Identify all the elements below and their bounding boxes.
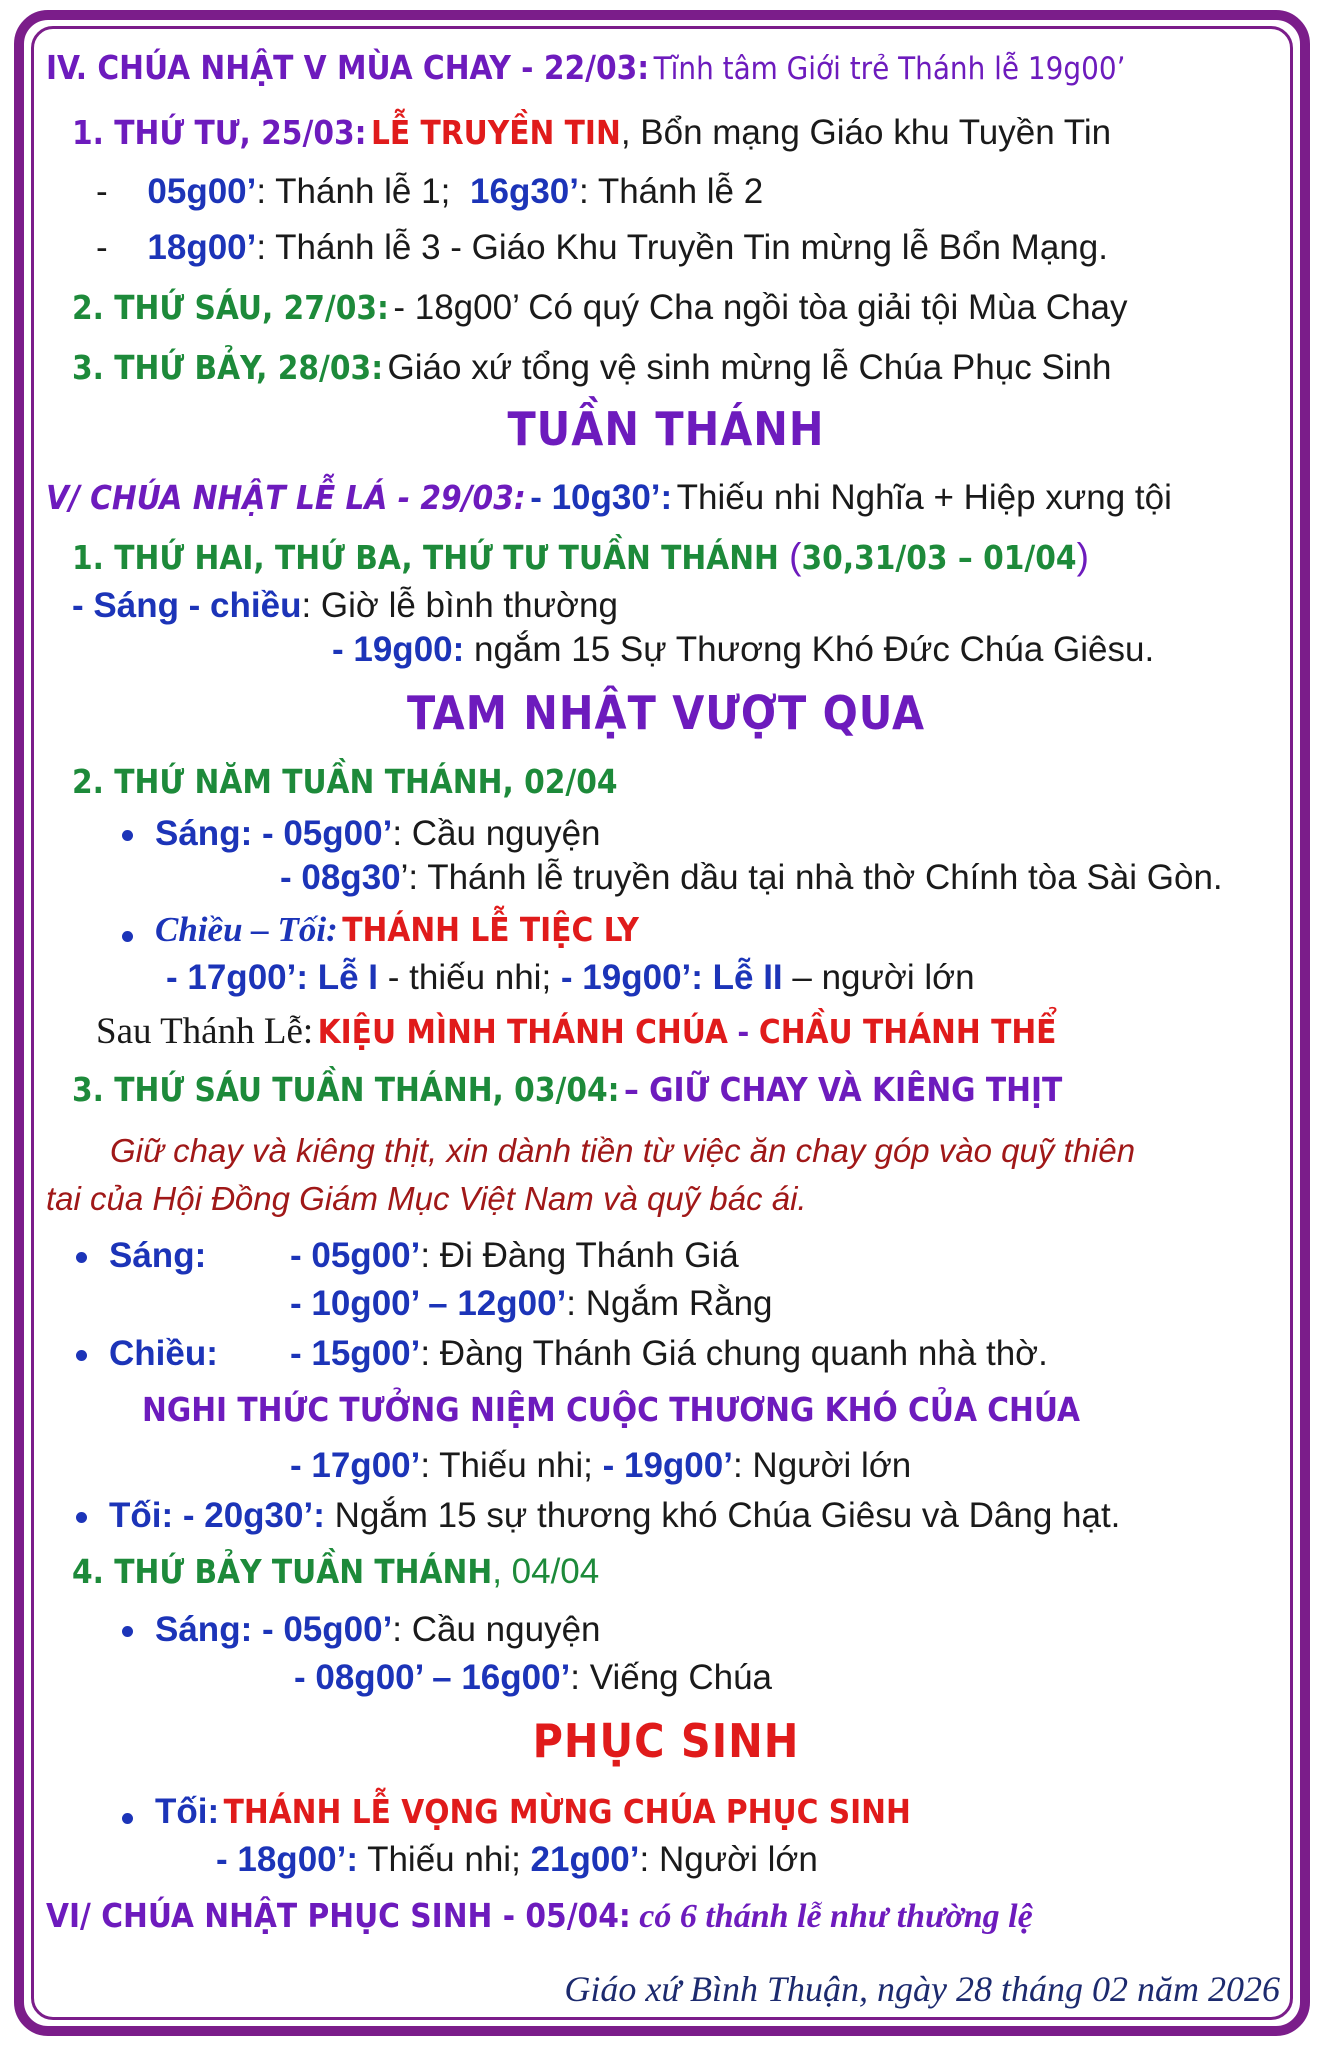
annunciation-masses-line (96, 172, 763, 212)
easter-sunday-heading: VI/ CHÚA NHẬT PHỤC SINH - 05/04: (46, 1896, 631, 1935)
passion-rite-times-line (290, 1446, 911, 1486)
stations-text: ngắm 15 Sự Thương Khó Đức Chúa Giêsu. (464, 630, 1155, 669)
palm-sunday-heading: V/ CHÚA NHẬT LỄ LÁ - 29/03: (46, 478, 526, 517)
annunciation-mass-3-line (96, 228, 1108, 268)
triduum-title: TAM NHẬT VƯỢT QUA (407, 686, 925, 740)
mass-1-time: - 17g00’: Lễ I (166, 958, 379, 997)
easter-sunday-note: có 6 thánh lễ như thường lệ (630, 1898, 1033, 1935)
time-1900: - 19g00: (332, 630, 465, 669)
dash: - (96, 228, 108, 267)
holy-thursday-label: 2. THỨ NĂM TUẦN THÁNH, 02/04 (72, 762, 618, 801)
bullet-icon (122, 1626, 133, 1637)
bullet-icon (122, 1813, 133, 1824)
holy-saturday-line (72, 1552, 599, 1592)
children-text: Thiếu nhi; (358, 1840, 521, 1879)
holy-saturday-date: , 04/04 (492, 1552, 600, 1591)
mass-1-text: : Thánh lễ 1; (256, 172, 451, 211)
adults-text: : Người lớn (732, 1446, 912, 1485)
mon-wed-line (72, 536, 1089, 578)
friday-morning-label: Sáng: (109, 1236, 207, 1275)
palm-sunday-time: - 10g30’: (530, 478, 673, 517)
section-4-note: Tĩnh tâm Giới trẻ Thánh lễ 19g00’ (653, 51, 1126, 87)
easter-sunday-line (46, 1896, 1033, 1936)
easter-vigil-times-line (216, 1840, 818, 1880)
stations-line (332, 630, 1154, 670)
item-annunciation-feast: LỄ TRUYỀN TIN (370, 113, 621, 152)
time-0500: 05g00’ (147, 172, 257, 211)
time-0500: - 05g00’ (252, 814, 393, 853)
item-annunciation-label: 1. THỨ TƯ, 25/03: (72, 113, 367, 152)
after-mass-label: Sau Thánh Lễ: (96, 1011, 314, 1052)
saturday-prayer-text: : Cầu nguyện (392, 1610, 601, 1649)
saturday-morning-line (122, 1610, 601, 1650)
prayer-text: : Cầu nguyện (392, 814, 601, 853)
palm-sunday-line (46, 478, 1172, 518)
palm-sunday-text: Thiếu nhi Nghĩa + Hiệp xưng tội (676, 478, 1172, 517)
time-1000-1200: - 10g00’ – 12g00’ (290, 1284, 567, 1323)
time-1800: - 18g00’: (216, 1840, 358, 1879)
item-friday-label: 2. THỨ SÁU, 27/03: (72, 288, 389, 327)
adults-text: : Người lớn (639, 1840, 818, 1879)
mon-wed-paren-close: ) (1076, 536, 1089, 577)
mass-2-time: - 19g00’: Lễ II (551, 958, 783, 997)
saturday-morning-label: Sáng: - 05g00’ (155, 1610, 393, 1649)
bullet-icon (76, 1350, 87, 1361)
procession-text: KIỆU MÌNH THÁNH CHÚA (317, 1012, 728, 1051)
good-friday-label: 3. THỨ SÁU TUẦN THÁNH, 03/04: (72, 1070, 620, 1109)
fasting-note-line-1: Giữ chay và kiêng thịt, xin dành tiền từ việc ăn chay góp vào quỹ thiên (110, 1132, 1136, 1169)
children-text: - thiếu nhi; (378, 958, 552, 997)
friday-evening-text: Ngắm 15 sự thương khó Chúa Giêsu và Dâng hạt. (324, 1496, 1121, 1535)
dash: - (96, 172, 108, 211)
time-2100: 21g00’ (520, 1840, 640, 1879)
bullet-icon (76, 1252, 87, 1263)
bullet-icon (76, 1512, 87, 1523)
afternoon-way-of-cross-line (290, 1334, 1048, 1374)
holy-saturday-label: 4. THỨ BẢY TUẦN THÁNH (72, 1552, 493, 1591)
mon-wed-mass-line (72, 586, 618, 626)
easter-vigil-label: Tối: (155, 1792, 220, 1831)
good-friday-line (72, 1070, 1062, 1109)
mon-wed-label: 1. THỨ HAI, THỨ BA, THỨ TƯ TUẦN THÁNH (72, 538, 779, 577)
time-1630: 16g30’ (470, 172, 579, 211)
mon-wed-paren-open: ( (778, 536, 802, 577)
item-friday-text: - 18g00’ Có quý Cha ngồi tòa giải tội Mùa Chay (393, 288, 1128, 327)
thursday-evening-label: Chiều – Tối: (155, 910, 338, 949)
visit-line (294, 1658, 772, 1698)
holy-thursday-line (72, 762, 618, 801)
easter-title: PHỤC SINH (532, 1714, 800, 1768)
meditation-line (290, 1284, 773, 1324)
section-4-heading-line (46, 48, 1125, 87)
friday-afternoon-line (76, 1334, 218, 1374)
visit-text: : Viếng Chúa (570, 1658, 773, 1697)
mon-wed-dates: 30,31/03 – 01/04 (801, 538, 1077, 577)
time-1800: 18g00’ (147, 228, 257, 267)
time-1900: - 19g00’ (592, 1446, 733, 1485)
time-1700: - 17g00’ (290, 1446, 421, 1485)
signature: Giáo xứ Bình Thuận, ngày 28 tháng 02 năm 2026 (564, 1969, 1280, 2009)
fasting-note-line-2: tai của Hội Đồng Giám Mục Việt Nam và quỹ bác ái. (46, 1180, 807, 1217)
time-0830: - 08g30 (280, 858, 401, 897)
last-supper-title: THÁNH LỄ TIỆC LY (342, 910, 639, 949)
item-friday-line (72, 288, 1128, 328)
passion-rite-title: NGHI THỨC TƯỞNG NIỆM CUỘC THƯƠNG KHÓ CỦA CHÚA (142, 1390, 1080, 1429)
thursday-morning-label: Sáng: (155, 814, 253, 853)
bullet-icon (122, 931, 133, 942)
chrism-mass-text: ’: Thánh lễ truyền dầu tại nhà thờ Chính tòa Sài Gòn. (400, 858, 1223, 897)
item-annunciation-text: , Bổn mạng Giáo khu Tuyền Tin (620, 113, 1112, 152)
section-4-heading: IV. CHÚA NHẬT V MÙA CHAY - 22/03: (46, 48, 650, 87)
regular-mass-text: : Giờ lễ bình thường (301, 586, 618, 625)
children-text: : Thiếu nhi; (420, 1446, 593, 1485)
chrism-mass-line (280, 858, 1223, 898)
easter-vigil-title: THÁNH LỄ VỌNG MỪNG CHÚA PHỤC SINH (223, 1792, 911, 1831)
adoration-text: CHẦU THÁNH THỂ (758, 1012, 1057, 1051)
item-saturday-text: Giáo xứ tổng vệ sinh mừng lễ Chúa Phục Sinh (387, 348, 1112, 387)
thursday-evening-line (122, 910, 639, 950)
adults-text: – người lớn (782, 958, 975, 997)
friday-morning-line (76, 1236, 206, 1276)
friday-afternoon-label: Chiều: (109, 1334, 218, 1373)
after-mass-line (96, 1010, 1056, 1053)
bullet-icon (122, 830, 133, 841)
last-supper-times-line (166, 958, 975, 998)
friday-evening-line (76, 1496, 1120, 1536)
holy-week-title: TUẦN THÁNH (507, 402, 825, 456)
fasting-title: – GIỮ CHAY VÀ KIÊNG THỊT (623, 1070, 1063, 1109)
meditation-text: : Ngắm Rằng (566, 1284, 773, 1323)
thursday-morning-line (122, 814, 601, 854)
mass-2-text: : Thánh lễ 2 (579, 172, 764, 211)
easter-vigil-line (122, 1792, 911, 1832)
separator: - (727, 1012, 759, 1051)
time-0800-1600: - 08g00’ – 16g00’ (294, 1658, 571, 1697)
friday-evening-label: Tối: - 20g30’: (109, 1496, 325, 1535)
way-of-cross-line (290, 1236, 739, 1276)
item-annunciation-line (72, 113, 1111, 153)
way-of-cross-text: : Đi Đàng Thánh Giá (420, 1236, 739, 1275)
item-saturday-label: 3. THỨ BẢY, 28/03: (72, 348, 384, 387)
time-1500: - 15g00’ (290, 1334, 421, 1373)
item-saturday-line (72, 348, 1111, 388)
afternoon-way-of-cross-text: : Đàng Thánh Giá chung quanh nhà thờ. (420, 1334, 1048, 1373)
morning-afternoon-label: - Sáng - chiều (72, 586, 302, 625)
mass-3-text: : Thánh lễ 3 - Giáo Khu Truyền Tin mừng lễ Bổn Mạng. (256, 228, 1108, 267)
time-0500: - 05g00’ (290, 1236, 421, 1275)
